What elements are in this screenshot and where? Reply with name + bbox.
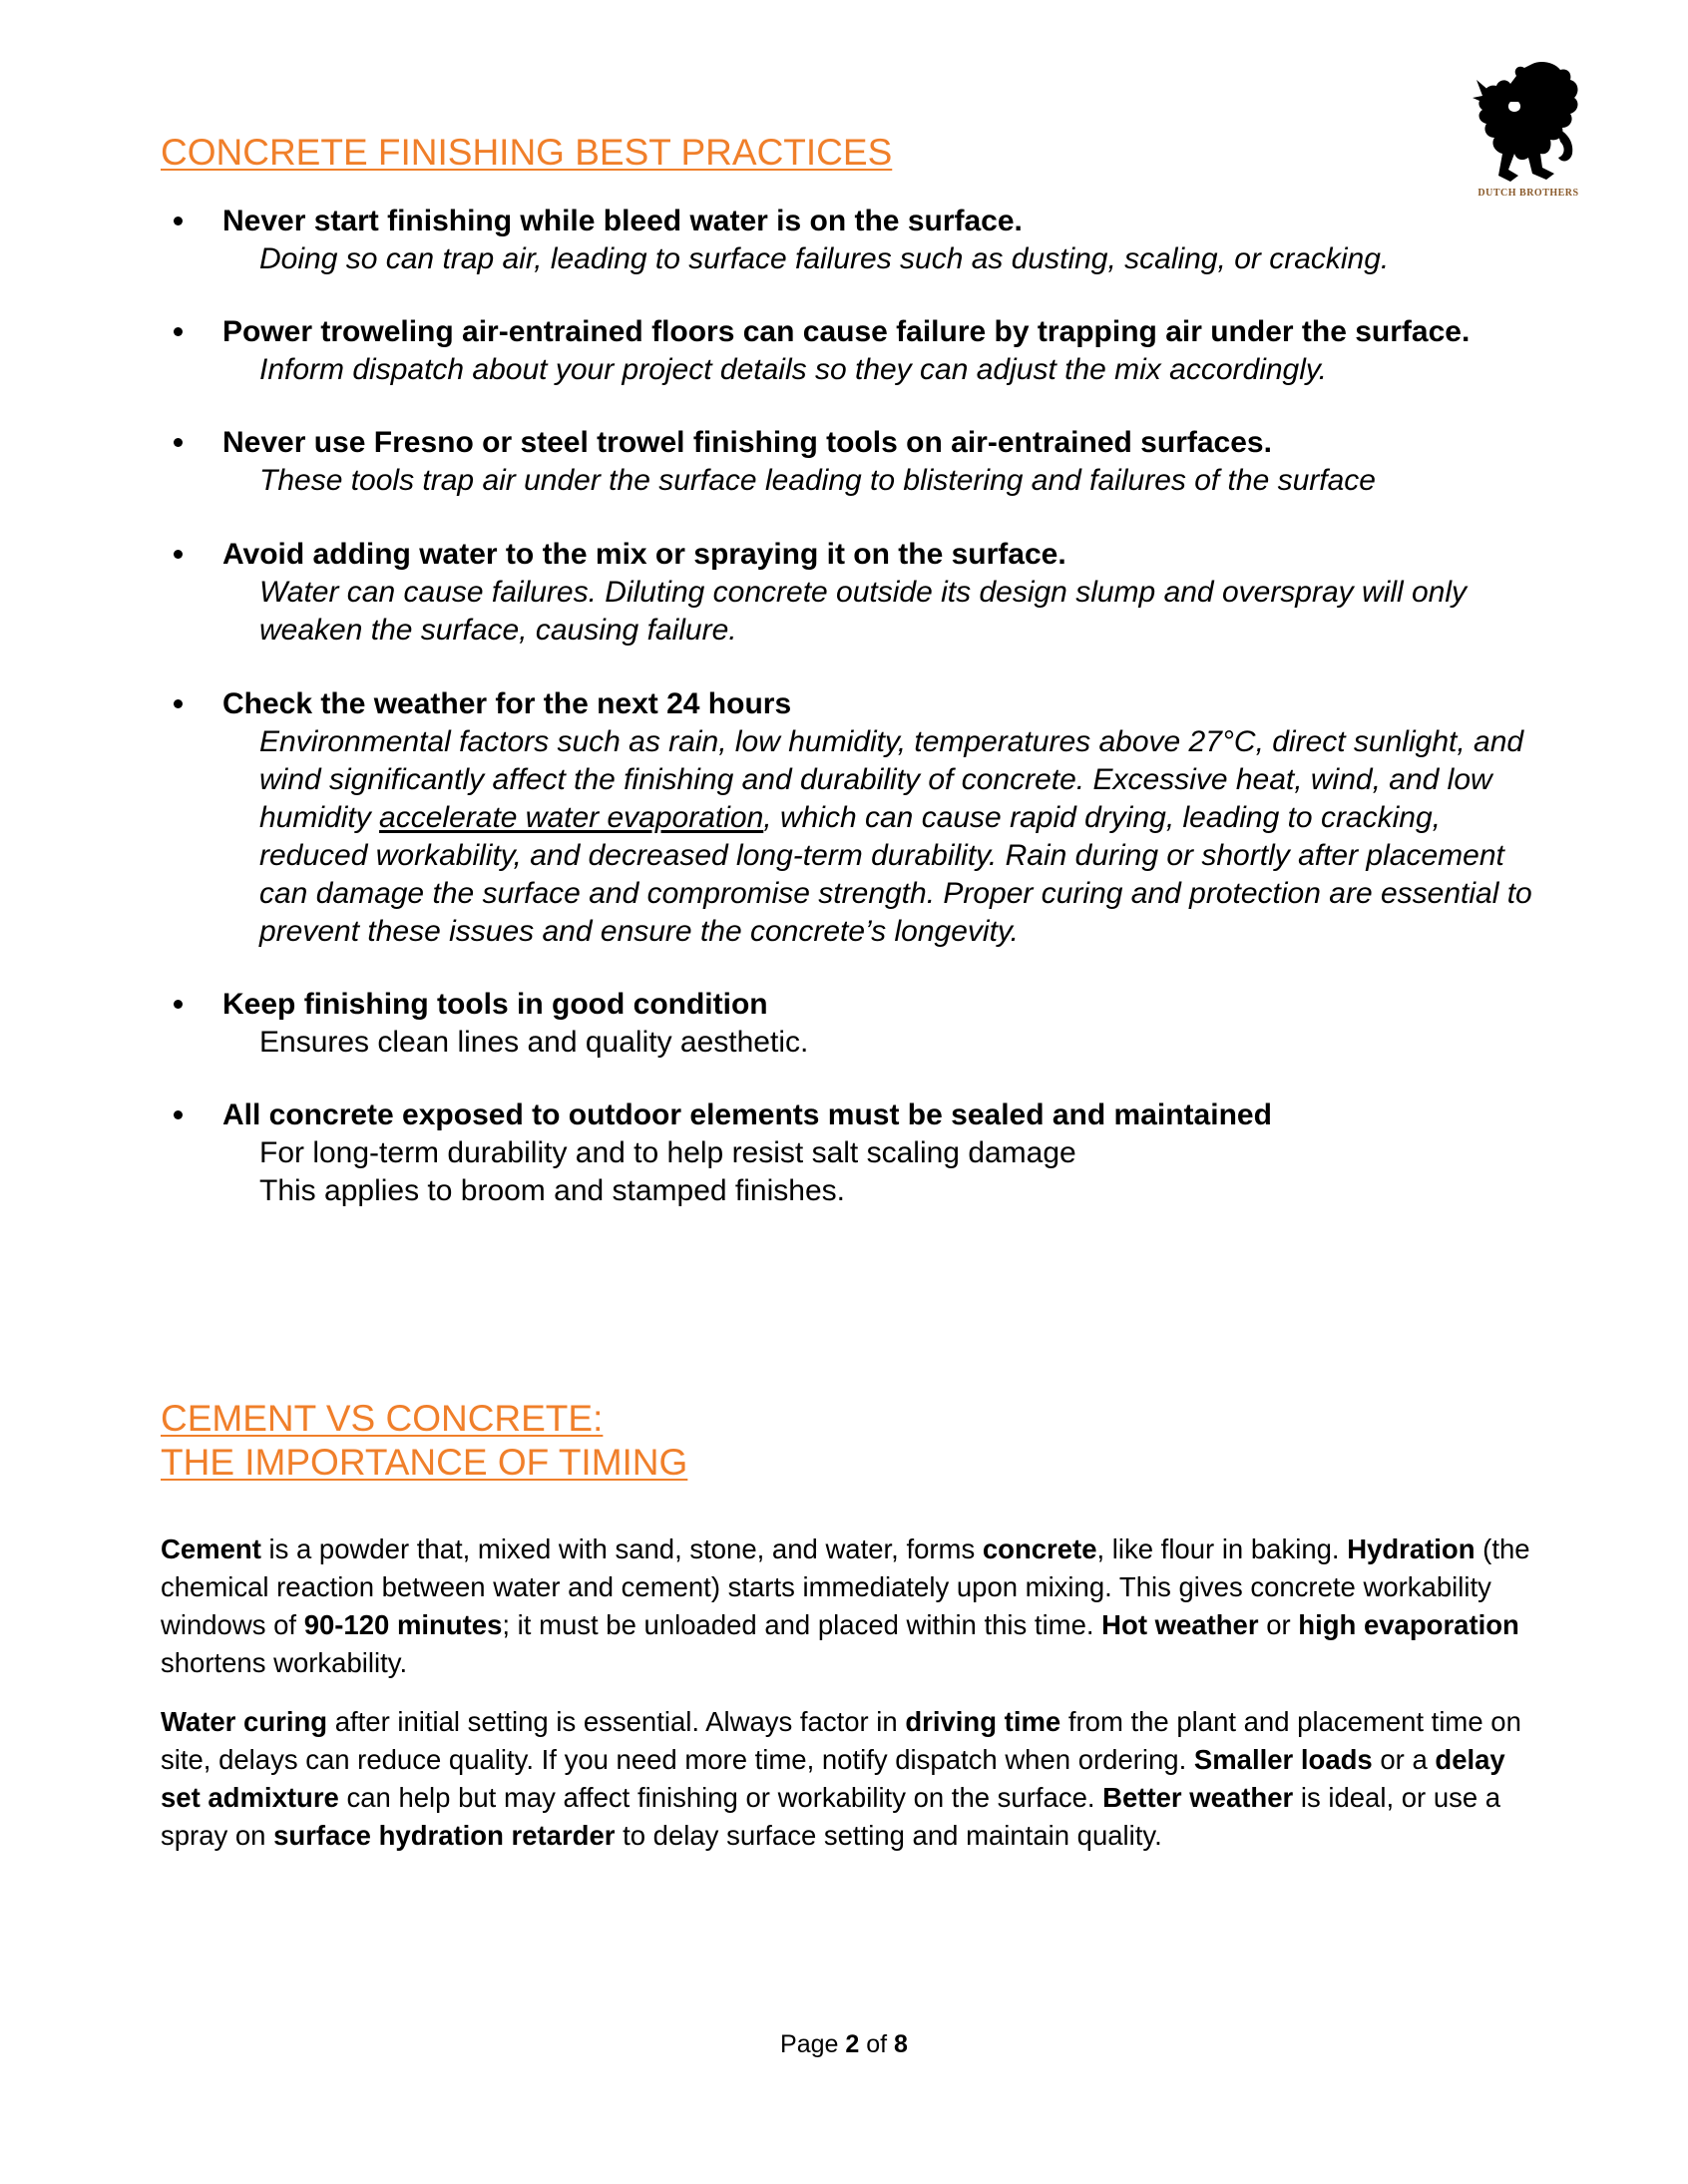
list-item-title: Power troweling air-entrained floors can cause failure by trapping air under the surface. [222,315,1471,348]
list-item-title: Avoid adding water to the mix or spraying it on the surface. [222,538,1066,571]
evaporation-link[interactable]: accelerate water evaporation [379,801,764,834]
section-heading-timing [161,1397,687,1485]
list-item [161,536,1537,650]
company-logo [1465,58,1592,208]
list-item-title: All concrete exposed to outdoor elements must be sealed and maintained [222,1098,1272,1131]
list-item [161,1096,1537,1210]
list-item-title: Check the weather for the next 24 hours [222,687,792,720]
list-item-body: Water can cause failures. Diluting concrete outside its design slump and overspray will only weaken the surface, causing failure. [259,576,1468,647]
bullet-icon [174,217,183,225]
list-item-body: Inform dispatch about your project details so they can adjust the mix accordingly. [259,353,1327,386]
list-item [161,986,1537,1062]
best-practices-list [161,203,1537,1210]
list-item-title: Never start finishing while bleed water is on the surface. [222,205,1023,237]
list-item [161,424,1537,500]
list-item [161,313,1537,389]
list-item [161,203,1537,278]
bullet-icon [174,699,183,708]
list-item-body: These tools trap air under the surface leading to blistering and failures of the surface [259,464,1376,497]
list-item-body: This applies to broom and stamped finishes. [259,1174,845,1207]
bullet-icon [174,438,183,447]
logo-wordmark: DUTCH BROTHERS [1477,188,1579,199]
bullet-icon [174,550,183,559]
weather-text-before: Environmental factors such as rain, low humidity, temperatures above 27°C, direct sunlight, and wind significantly affect the finishing and durability of concrete. Excessive heat, wind, and low humidity [259,725,1524,834]
list-item-title: Keep finishing tools in good condition [222,988,768,1021]
heading-line-2: THE IMPORTANCE OF TIMING [161,1442,688,1483]
lion-rampant-icon [1471,58,1586,186]
list-item [161,685,1537,951]
bullet-icon [174,1000,183,1009]
section-heading-finishing: CONCRETE FINISHING BEST PRACTICES [161,132,893,173]
list-item-body: Ensures clean lines and quality aesthetic. [259,1026,809,1059]
list-item-body [222,723,1536,951]
bullet-icon [174,327,183,336]
heading-line-1: CEMENT VS CONCRETE: [161,1398,604,1439]
list-item-body: Doing so can trap air, leading to surface failures such as dusting, scaling, or cracking. [259,242,1390,275]
list-item-title: Never use Fresno or steel trowel finishing tools on air-entrained surfaces. [222,426,1272,459]
paragraph-cement: Cement is a powder that, mixed with sand, stone, and water, forms concrete, like flour in baking. Hydration (the chemical reaction between water and cement) starts immediately upon mixing. This gives concrete workability windows of 90-120 minutes; it must be unloaded and placed within this time. Hot weather or high evaporation shortens workability. [161,1533,1530,1678]
list-item-body: For long-term durability and to help resist salt scaling damage [259,1136,1076,1169]
paragraph-curing: Water curing after initial setting is essential. Always factor in driving time from the plant and placement time on site, delays can reduce quality. If you need more time, notify dispatch when ordering. Smaller loads or a delay set admixture can help but may affect finishing or workability on the surface. Better weather is ideal, or use a spray on surface hydration retarder to delay surface setting and maintain quality. [161,1706,1521,1851]
timing-body [161,1530,1537,1876]
bullet-icon [174,1110,183,1119]
page-number: Page 2 of 8 [780,2030,908,2058]
weather-text-after: , which can cause rapid drying, leading to cracking, reduced workability, and decreased long-term durability. Rain during or shortly after placement can damage the surface and compromise strength. Proper curing and protection are essential to prevent these issues and ensure the concrete’s longevity. [259,801,1532,948]
